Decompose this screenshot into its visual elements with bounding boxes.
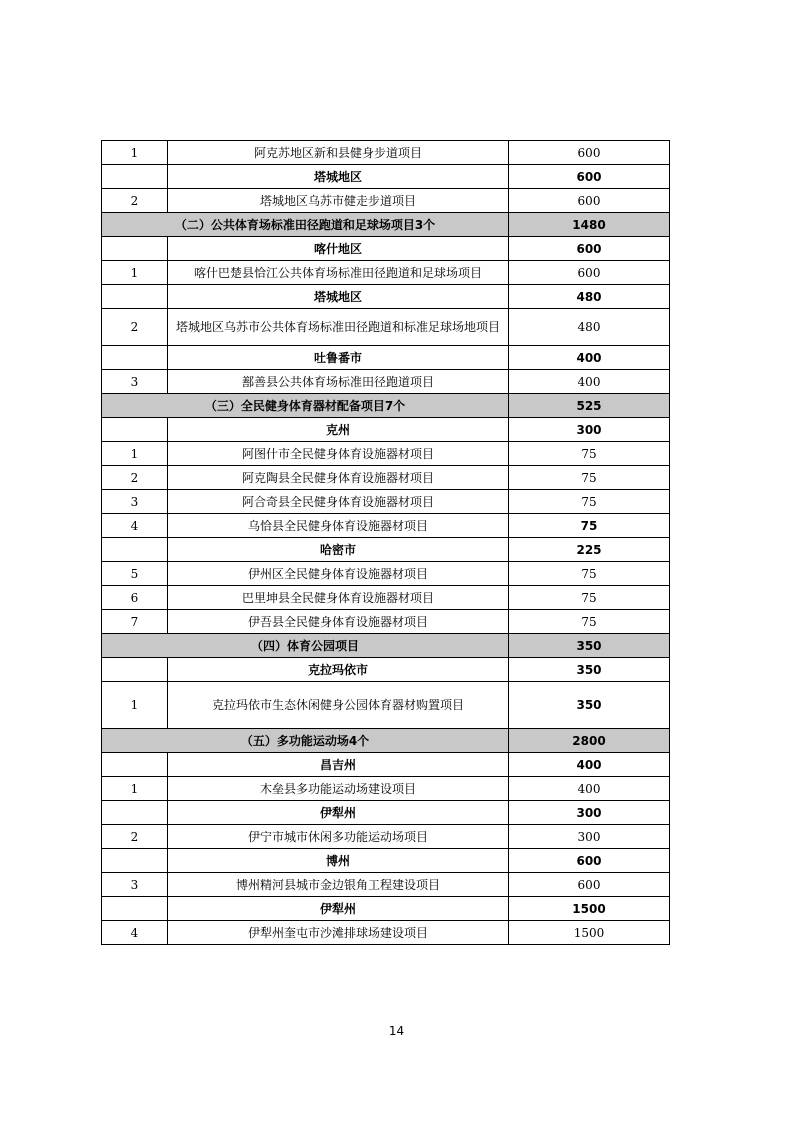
region-total: 400 <box>509 753 670 777</box>
project-row <box>102 562 670 586</box>
region-row <box>102 237 670 261</box>
project-table-body <box>102 141 670 945</box>
project-amount: 400 <box>509 777 670 801</box>
row-number: 3 <box>102 490 168 514</box>
project-amount: 300 <box>509 825 670 849</box>
row-number: 2 <box>102 825 168 849</box>
project-row <box>102 189 670 213</box>
project-name: 伊宁市城市休闲多功能运动场项目 <box>168 825 509 849</box>
region-row <box>102 753 670 777</box>
row-number: 7 <box>102 610 168 634</box>
project-row <box>102 682 670 729</box>
row-number: 2 <box>102 466 168 490</box>
row-number <box>102 346 168 370</box>
page-number: 14 <box>388 1024 405 1038</box>
category-title: （四）体育公园项目 <box>102 634 509 658</box>
project-amount: 75 <box>509 466 670 490</box>
region-name: 昌吉州 <box>168 753 509 777</box>
project-table <box>101 140 670 945</box>
row-number: 5 <box>102 562 168 586</box>
project-row <box>102 586 670 610</box>
project-name: 阿图什市全民健身体育设施器材项目 <box>168 442 509 466</box>
row-number: 1 <box>102 442 168 466</box>
region-name: 克州 <box>168 418 509 442</box>
project-name: 阿克陶县全民健身体育设施器材项目 <box>168 466 509 490</box>
category-total: 2800 <box>509 729 670 753</box>
row-number <box>102 285 168 309</box>
project-row <box>102 921 670 945</box>
row-number <box>102 753 168 777</box>
project-name: 阿克苏地区新和县健身步道项目 <box>168 141 509 165</box>
project-name: 伊州区全民健身体育设施器材项目 <box>168 562 509 586</box>
category-total: 1480 <box>509 213 670 237</box>
category-title: （二）公共体育场标准田径跑道和足球场项目3个 <box>102 213 509 237</box>
project-name: 博州精河县城市金边银角工程建设项目 <box>168 873 509 897</box>
project-amount: 75 <box>509 562 670 586</box>
project-amount: 75 <box>509 442 670 466</box>
project-row <box>102 309 670 346</box>
region-name: 伊犁州 <box>168 897 509 921</box>
row-number: 3 <box>102 370 168 394</box>
row-number <box>102 418 168 442</box>
region-total: 300 <box>509 418 670 442</box>
region-total: 350 <box>509 658 670 682</box>
row-number: 1 <box>102 141 168 165</box>
project-row <box>102 873 670 897</box>
project-row <box>102 490 670 514</box>
project-amount: 600 <box>509 189 670 213</box>
project-row <box>102 442 670 466</box>
project-row <box>102 261 670 285</box>
region-row <box>102 165 670 189</box>
region-total: 225 <box>509 538 670 562</box>
row-number: 2 <box>102 189 168 213</box>
region-name: 塔城地区 <box>168 165 509 189</box>
category-total: 350 <box>509 634 670 658</box>
project-amount: 75 <box>509 586 670 610</box>
project-name-cell <box>168 309 509 346</box>
project-row <box>102 370 670 394</box>
project-row <box>102 141 670 165</box>
region-row <box>102 285 670 309</box>
project-amount: 1500 <box>509 921 670 945</box>
project-name: 木垒县多功能运动场建设项目 <box>168 777 509 801</box>
region-total: 1500 <box>509 897 670 921</box>
region-row <box>102 897 670 921</box>
row-number <box>102 658 168 682</box>
project-amount: 480 <box>509 309 670 346</box>
project-name: 喀什巴楚县恰江公共体育场标准田径跑道和足球场项目 <box>168 261 509 285</box>
project-name: 乌恰县全民健身体育设施器材项目 <box>168 514 509 538</box>
row-number <box>102 801 168 825</box>
project-name: 伊犁州奎屯市沙滩排球场建设项目 <box>168 921 509 945</box>
project-name: 塔城地区乌苏市健走步道项目 <box>168 189 509 213</box>
region-name: 喀什地区 <box>168 237 509 261</box>
region-total: 300 <box>509 801 670 825</box>
row-number: 1 <box>102 261 168 285</box>
project-amount: 600 <box>509 261 670 285</box>
region-total: 480 <box>509 285 670 309</box>
row-number <box>102 849 168 873</box>
region-name: 哈密市 <box>168 538 509 562</box>
region-name: 克拉玛依市 <box>168 658 509 682</box>
project-row <box>102 466 670 490</box>
row-number <box>102 897 168 921</box>
row-number <box>102 538 168 562</box>
project-amount: 75 <box>509 490 670 514</box>
region-row <box>102 418 670 442</box>
region-total: 600 <box>509 165 670 189</box>
region-row <box>102 346 670 370</box>
category-row <box>102 394 670 418</box>
project-amount: 600 <box>509 873 670 897</box>
project-row <box>102 514 670 538</box>
row-number: 1 <box>102 777 168 801</box>
category-title: （三）全民健身体育器材配备项目7个 <box>102 394 509 418</box>
region-row <box>102 849 670 873</box>
project-amount: 400 <box>509 370 670 394</box>
row-number <box>102 165 168 189</box>
region-name: 吐鲁番市 <box>168 346 509 370</box>
project-name: 巴里坤县全民健身体育设施器材项目 <box>168 586 509 610</box>
project-amount: 350 <box>509 682 670 729</box>
project-row <box>102 825 670 849</box>
project-amount: 75 <box>509 610 670 634</box>
category-total: 525 <box>509 394 670 418</box>
region-total: 600 <box>509 237 670 261</box>
category-row <box>102 213 670 237</box>
project-amount: 600 <box>509 141 670 165</box>
project-name: 克拉玛依市生态休闲健身公园体育器材购置项目 <box>168 682 509 729</box>
project-name: 阿合奇县全民健身体育设施器材项目 <box>168 490 509 514</box>
row-number: 3 <box>102 873 168 897</box>
region-row <box>102 801 670 825</box>
category-row <box>102 729 670 753</box>
region-row <box>102 538 670 562</box>
region-name: 博州 <box>168 849 509 873</box>
project-row <box>102 777 670 801</box>
region-total: 600 <box>509 849 670 873</box>
category-row <box>102 634 670 658</box>
row-number: 2 <box>102 309 168 346</box>
category-title: （五）多功能运动场4个 <box>102 729 509 753</box>
row-number <box>102 237 168 261</box>
project-name: 塔城地区乌苏市公共体育场标准田径跑道和标准足球场地项目 <box>175 320 500 334</box>
region-name: 塔城地区 <box>168 285 509 309</box>
project-row <box>102 610 670 634</box>
row-number: 1 <box>102 682 168 729</box>
project-name: 鄯善县公共体育场标准田径跑道项目 <box>168 370 509 394</box>
region-total: 400 <box>509 346 670 370</box>
region-name: 伊犁州 <box>168 801 509 825</box>
row-number: 6 <box>102 586 168 610</box>
project-amount: 75 <box>509 514 670 538</box>
row-number: 4 <box>102 921 168 945</box>
project-name: 伊吾县全民健身体育设施器材项目 <box>168 610 509 634</box>
row-number: 4 <box>102 514 168 538</box>
region-row <box>102 658 670 682</box>
